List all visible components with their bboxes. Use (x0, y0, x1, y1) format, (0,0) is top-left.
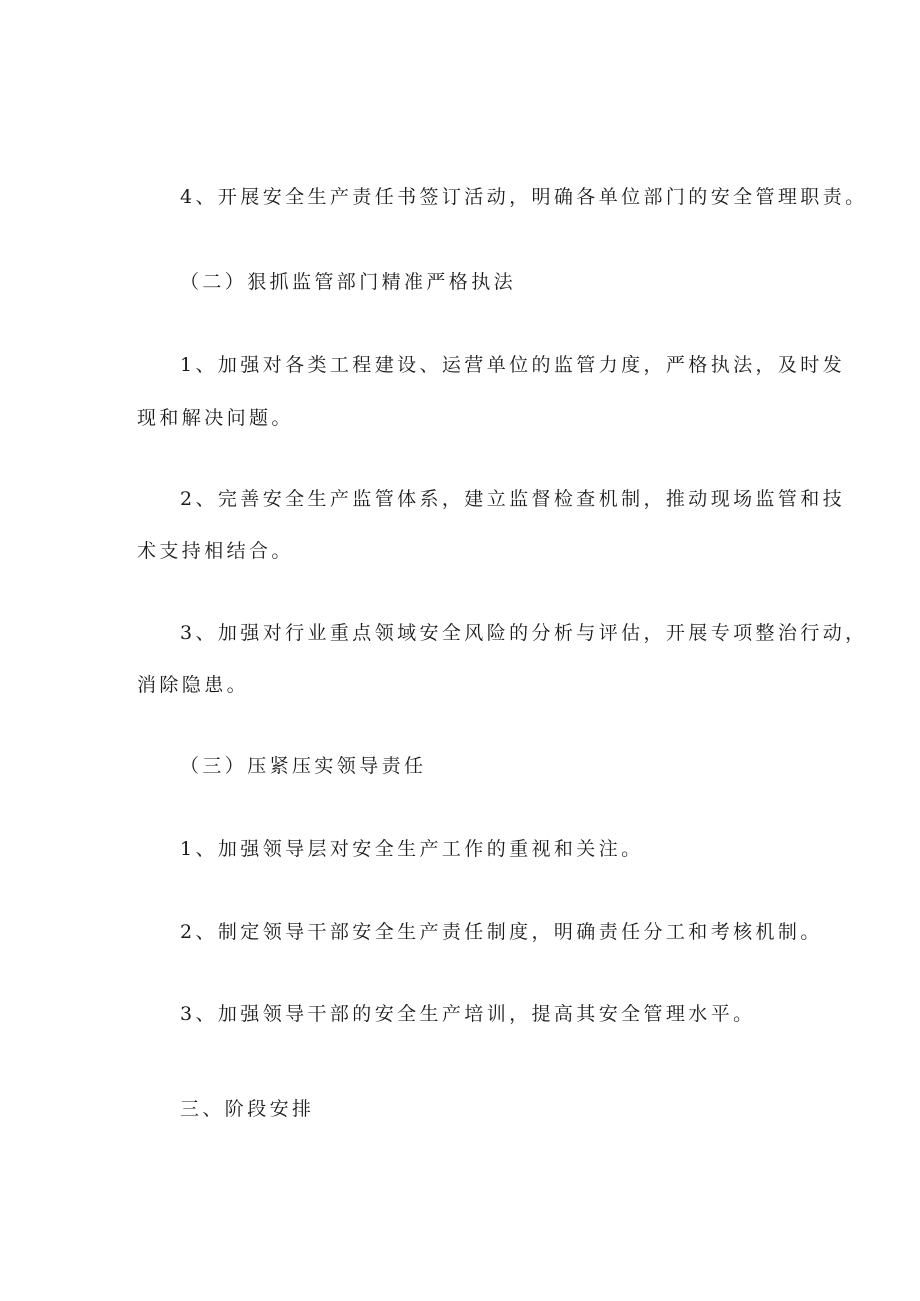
item-3-risk-line-2: 消除隐患。 (137, 674, 250, 696)
item-4-responsibility-agreement: 4、开展安全生产责任书签订活动，明确各单位部门的安全管理职责。 (180, 186, 868, 208)
item-2-leadership-system: 2、制定领导干部安全生产责任制度，明确责任分工和考核机制。 (180, 921, 823, 943)
section-heading-3: （三）压紧压实领导责任 (180, 755, 427, 777)
item-1-supervision-line-2: 现和解决问题。 (137, 407, 294, 429)
section-heading-2: （二）狠抓监管部门精准严格执法 (180, 271, 517, 293)
item-3-risk-line-1: 3、加强对行业重点领域安全风险的分析与评估，开展专项整治行动， (180, 622, 868, 644)
item-1-supervision-line-1: 1、加强对各类工程建设、运营单位的监管力度，严格执法，及时发 (180, 354, 846, 376)
item-3-leadership-training: 3、加强领导干部的安全生产培训，提高其安全管理水平。 (180, 1003, 756, 1025)
item-2-system-line-1: 2、完善安全生产监管体系，建立监督检查机制，推动现场监管和技 (180, 488, 846, 510)
item-2-system-line-2: 术支持相结合。 (137, 540, 294, 562)
item-1-leadership-attention: 1、加强领导层对安全生产工作的重视和关注。 (180, 838, 644, 860)
chapter-heading-3: 三、阶段安排 (180, 1098, 315, 1120)
